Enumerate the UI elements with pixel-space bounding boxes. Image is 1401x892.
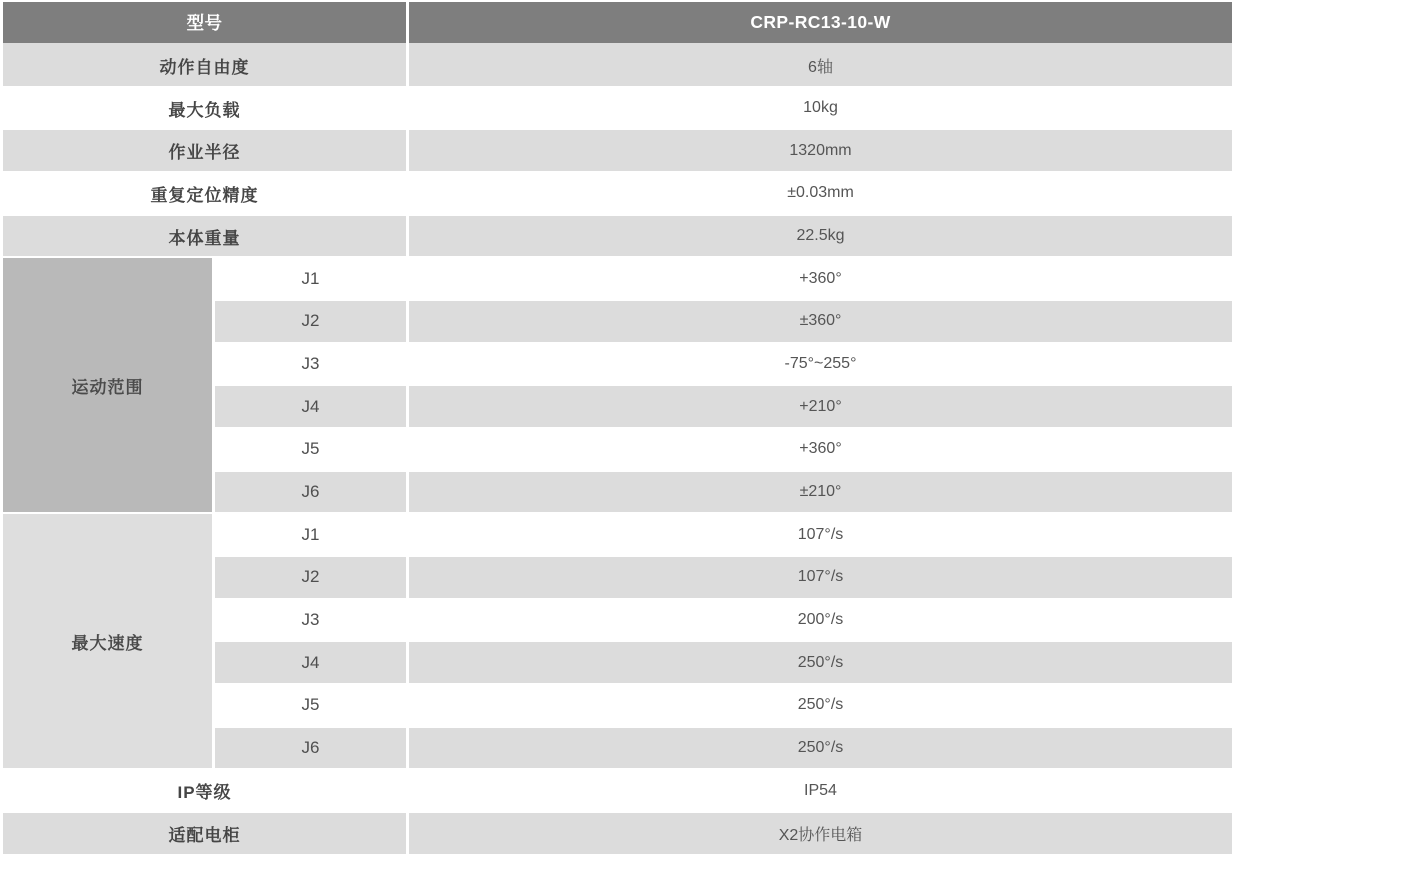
joint-value: 107°/s (408, 513, 1234, 556)
joint-value: 250°/s (408, 641, 1234, 684)
table-row (2, 129, 1234, 172)
joint-value: +210° (408, 385, 1234, 428)
joint-label: J6 (214, 727, 408, 770)
repeatability-value: ±0.03mm (408, 172, 1234, 215)
dof-label: 动作自由度 (2, 44, 408, 87)
joint-label: J4 (214, 385, 408, 428)
table-row (2, 812, 1234, 855)
model-number: CRP-RC13-10-W (408, 1, 1234, 44)
model-header-label: 型号 (2, 1, 408, 44)
table-row (2, 87, 1234, 130)
cabinet-label: 适配电柜 (2, 812, 408, 855)
joint-value: ±360° (408, 300, 1234, 343)
joint-value: 250°/s (408, 727, 1234, 770)
payload-label: 最大负载 (2, 87, 408, 130)
max-speed-group-label: 最大速度 (2, 513, 214, 769)
joint-label: J1 (214, 513, 408, 556)
joint-label: J5 (214, 428, 408, 471)
table-row (2, 44, 1234, 87)
joint-label: J3 (214, 343, 408, 386)
reach-label: 作业半径 (2, 129, 408, 172)
table-row (2, 172, 1234, 215)
table-row (2, 513, 1234, 556)
joint-value: +360° (408, 428, 1234, 471)
joint-value: ±210° (408, 471, 1234, 514)
cabinet-value: X2协作电箱 (408, 812, 1234, 855)
joint-value: +360° (408, 257, 1234, 300)
joint-value: 107°/s (408, 556, 1234, 599)
joint-value: -75°~255° (408, 343, 1234, 386)
payload-value: 10kg (408, 87, 1234, 130)
reach-value: 1320mm (408, 129, 1234, 172)
ip-rating-value: IP54 (408, 769, 1234, 812)
weight-label: 本体重量 (2, 215, 408, 258)
table-row (2, 257, 1234, 300)
joint-label: J5 (214, 684, 408, 727)
joint-label: J2 (214, 300, 408, 343)
joint-label: J1 (214, 257, 408, 300)
repeatability-label: 重复定位精度 (2, 172, 408, 215)
weight-value: 22.5kg (408, 215, 1234, 258)
ip-rating-label: IP等级 (2, 769, 408, 812)
dof-value: 6轴 (408, 44, 1234, 87)
joint-label: J3 (214, 599, 408, 642)
joint-label: J4 (214, 641, 408, 684)
joint-value: 250°/s (408, 684, 1234, 727)
joint-label: J6 (214, 471, 408, 514)
joint-value: 200°/s (408, 599, 1234, 642)
table-row (2, 215, 1234, 258)
motion-range-group-label: 运动范围 (2, 257, 214, 513)
table-row (2, 769, 1234, 812)
joint-label: J2 (214, 556, 408, 599)
table-header-row (2, 1, 1234, 44)
